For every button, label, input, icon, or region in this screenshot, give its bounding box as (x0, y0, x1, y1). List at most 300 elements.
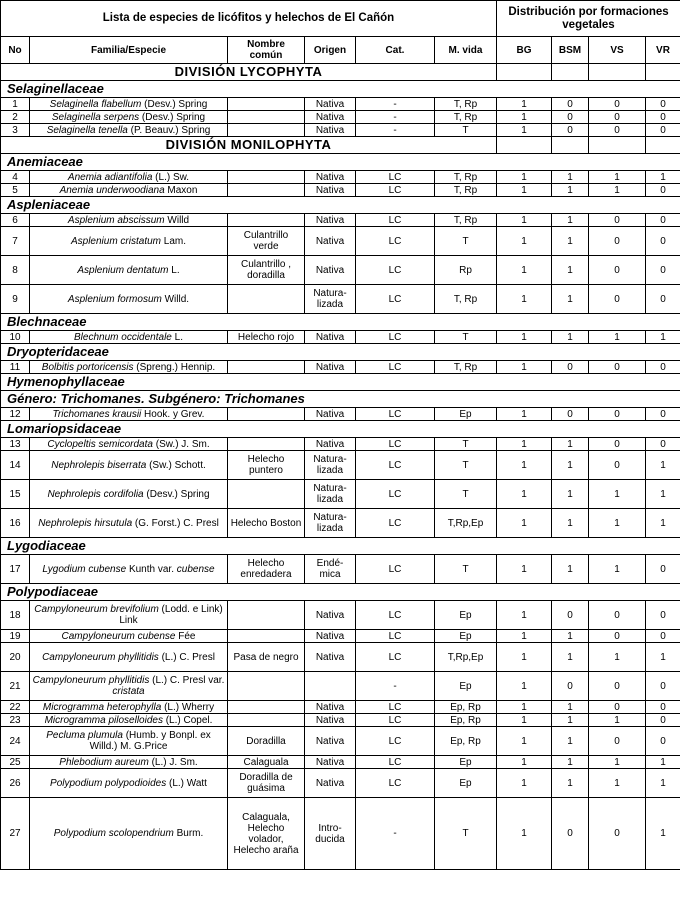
common-name (228, 98, 305, 111)
species-binomial: Trichomanes krausii (52, 408, 142, 420)
row-number: 21 (1, 672, 30, 701)
species-name (30, 214, 228, 227)
origin: Nativa (305, 361, 356, 374)
species-row (1, 285, 680, 314)
origin: Nativa (305, 111, 356, 124)
common-name (228, 361, 305, 374)
family-name: Selaginellaceae (1, 81, 680, 98)
category: LC (356, 756, 435, 769)
species-binomial: Lygodium cubense (42, 563, 127, 575)
table-body (1, 64, 680, 870)
common-name: Helecho Boston (228, 509, 305, 538)
species-row (1, 509, 680, 538)
vr-value: 0 (646, 256, 680, 285)
species-row (1, 672, 680, 701)
vs-value: 0 (589, 408, 646, 421)
species-binomial: Polypodium scolopendrium (53, 828, 174, 839)
bg-value: 1 (497, 98, 552, 111)
category: LC (356, 769, 435, 798)
origin: Nativa (305, 124, 356, 137)
bsm-value: 1 (552, 555, 589, 584)
row-number: 2 (1, 111, 30, 124)
vs-value: 0 (589, 124, 646, 137)
species-name (30, 769, 228, 798)
species-binomial: Blechnum occidentale (74, 331, 172, 343)
species-name (30, 672, 228, 701)
bsm-value: 1 (552, 214, 589, 227)
bg-value: 1 (497, 701, 552, 714)
family-row (1, 538, 680, 555)
row-number: 24 (1, 727, 30, 756)
vs-value: 0 (589, 361, 646, 374)
bg-value: 1 (497, 256, 552, 285)
species-author: (Desv.) Spring (141, 98, 208, 110)
species-name (30, 480, 228, 509)
species-name (30, 256, 228, 285)
family-name: Dryopteridaceae (1, 344, 680, 361)
species-binomial: Asplenium abscissum (67, 214, 165, 226)
bsm-value: 1 (552, 643, 589, 672)
bsm-value: 1 (552, 256, 589, 285)
row-number: 20 (1, 643, 30, 672)
bg-value: 1 (497, 438, 552, 451)
life-form: T (435, 227, 497, 256)
common-name (228, 111, 305, 124)
bg-value: 1 (497, 714, 552, 727)
bsm-value: 0 (552, 98, 589, 111)
bg-value: 1 (497, 408, 552, 421)
species-binomial: Campyloneurum brevifolium (34, 604, 159, 615)
row-number: 9 (1, 285, 30, 314)
life-form: T (435, 438, 497, 451)
origin: Intro-ducida (305, 798, 356, 870)
row-number: 26 (1, 769, 30, 798)
row-number: 27 (1, 798, 30, 870)
species-name (30, 798, 228, 870)
bsm-value: 0 (552, 111, 589, 124)
species-binomial: Campyloneurum phyllitidis (42, 651, 159, 663)
life-form: Ep (435, 756, 497, 769)
species-row (1, 555, 680, 584)
species-author: (L.) J. Sm. (148, 756, 198, 768)
vr-value: 0 (646, 672, 680, 701)
species-row (1, 361, 680, 374)
vs-value: 0 (589, 111, 646, 124)
category: LC (356, 701, 435, 714)
species-author: Burm. (173, 828, 204, 839)
category: LC (356, 480, 435, 509)
bsm-value: 1 (552, 451, 589, 480)
vs-value: 0 (589, 672, 646, 701)
row-number: 8 (1, 256, 30, 285)
species-name (30, 601, 228, 630)
vr-value: 0 (646, 438, 680, 451)
category: - (356, 798, 435, 870)
life-form: T, Rp (435, 285, 497, 314)
species-binomial: Microgramma heterophylla (42, 701, 162, 713)
species-binomial: Anemia underwoodiana (59, 184, 165, 196)
origin: Natura-lizada (305, 451, 356, 480)
bg-value: 1 (497, 451, 552, 480)
bg-value: 1 (497, 769, 552, 798)
vs-value: 1 (589, 331, 646, 344)
bg-value: 1 (497, 798, 552, 870)
vr-value: 1 (646, 480, 680, 509)
category: LC (356, 643, 435, 672)
species-name (30, 227, 228, 256)
species-author: L. (171, 331, 183, 343)
species-author: (L.) Sw. (152, 171, 190, 183)
species-row (1, 171, 680, 184)
life-form: Ep (435, 601, 497, 630)
species-name (30, 727, 228, 756)
species-binomial: Pecluma plumula (46, 730, 123, 741)
vr-value: 1 (646, 451, 680, 480)
life-form: T, Rp (435, 214, 497, 227)
vs-value: 1 (589, 480, 646, 509)
common-name: Doradilla de guásima (228, 769, 305, 798)
vr-value: 0 (646, 361, 680, 374)
species-row (1, 756, 680, 769)
species-name (30, 98, 228, 111)
species-row (1, 701, 680, 714)
col-life-form-header: M. vida (435, 37, 497, 64)
row-number: 13 (1, 438, 30, 451)
species-name (30, 171, 228, 184)
row-number: 7 (1, 227, 30, 256)
species-name (30, 111, 228, 124)
common-name (228, 672, 305, 701)
common-name: Helecho puntero (228, 451, 305, 480)
vr-value: 1 (646, 798, 680, 870)
vs-value: 0 (589, 285, 646, 314)
common-name (228, 124, 305, 137)
species-binomial: Asplenium formosum (67, 293, 162, 305)
distribution-header: Distribución por formaciones vegetales (497, 1, 680, 37)
vs-value: 0 (589, 701, 646, 714)
species-binomial: Selaginella tenella (46, 124, 128, 136)
row-number: 12 (1, 408, 30, 421)
vs-value: 0 (589, 601, 646, 630)
vs-value: 1 (589, 184, 646, 197)
category: LC (356, 171, 435, 184)
origin: Nativa (305, 214, 356, 227)
species-row (1, 714, 680, 727)
row-number: 16 (1, 509, 30, 538)
species-name (30, 555, 228, 584)
species-author: (L.) Copel. (162, 714, 213, 726)
common-name (228, 438, 305, 451)
family-name: Género: Trichomanes. Subgénero: Trichomanes (1, 391, 680, 408)
bsm-value: 1 (552, 509, 589, 538)
origin: Nativa (305, 98, 356, 111)
category: LC (356, 361, 435, 374)
bsm-value: 1 (552, 227, 589, 256)
origin: Nativa (305, 171, 356, 184)
family-row (1, 344, 680, 361)
col-no-header: No (1, 37, 30, 64)
vr-value: 0 (646, 184, 680, 197)
bg-value: 1 (497, 555, 552, 584)
vs-value: 1 (589, 756, 646, 769)
species-author: (L.) Watt (166, 777, 207, 789)
species-binomial: Selaginella flabellum (49, 98, 142, 110)
category: LC (356, 727, 435, 756)
bg-value: 1 (497, 601, 552, 630)
vr-value: 0 (646, 555, 680, 584)
origin: Nativa (305, 331, 356, 344)
vr-value: 0 (646, 630, 680, 643)
species-variety: cristata (112, 686, 145, 697)
species-author: (P. Beauv.) Spring (127, 124, 211, 136)
vr-value: 1 (646, 509, 680, 538)
col-common-name-header: Nombre común (228, 37, 305, 64)
origin: Nativa (305, 714, 356, 727)
bg-value: 1 (497, 643, 552, 672)
category: LC (356, 555, 435, 584)
bsm-value: 1 (552, 756, 589, 769)
species-binomial: Selaginella serpens (51, 111, 140, 123)
bg-value: 1 (497, 285, 552, 314)
origin: Nativa (305, 184, 356, 197)
origin: Nativa (305, 727, 356, 756)
family-row (1, 421, 680, 438)
family-name: Aspleniaceae (1, 197, 680, 214)
species-author: (L.) C. Presl (158, 651, 215, 663)
species-binomial: Anemia adiantifolia (67, 171, 153, 183)
species-row (1, 331, 680, 344)
species-name (30, 701, 228, 714)
row-number: 6 (1, 214, 30, 227)
bsm-value: 0 (552, 672, 589, 701)
common-name: Calaguala (228, 756, 305, 769)
species-author: (Desv.) Spring (143, 488, 210, 500)
life-form: Ep (435, 630, 497, 643)
life-form: Ep, Rp (435, 727, 497, 756)
species-author: L. (168, 264, 180, 276)
vs-value: 0 (589, 214, 646, 227)
common-name (228, 480, 305, 509)
bsm-value: 1 (552, 285, 589, 314)
species-author: Willd. (161, 293, 190, 305)
bsm-value: 0 (552, 798, 589, 870)
category: - (356, 672, 435, 701)
col-species-header: Familia/Especie (30, 37, 228, 64)
life-form: T, Rp (435, 98, 497, 111)
vr-value: 1 (646, 171, 680, 184)
row-number: 15 (1, 480, 30, 509)
life-form: T, Rp (435, 361, 497, 374)
bsm-value: 1 (552, 701, 589, 714)
life-form: T, Rp (435, 171, 497, 184)
vr-value: 0 (646, 727, 680, 756)
species-author: (Spreng.) Hennip. (133, 361, 216, 373)
division-title: DIVISIÓN LYCOPHYTA (1, 64, 497, 81)
species-row (1, 480, 680, 509)
category: LC (356, 331, 435, 344)
family-row (1, 81, 680, 98)
species-binomial: Asplenium dentatum (77, 264, 169, 276)
species-name (30, 408, 228, 421)
vs-value: 1 (589, 555, 646, 584)
bg-value: 1 (497, 727, 552, 756)
origin: Nativa (305, 643, 356, 672)
category: LC (356, 601, 435, 630)
bsm-value: 1 (552, 769, 589, 798)
species-binomial: Campyloneurum phyllitidis (32, 675, 150, 686)
bg-value: 1 (497, 111, 552, 124)
species-author: Fée (175, 630, 196, 642)
vs-value: 0 (589, 451, 646, 480)
family-name: Lomariopsidaceae (1, 421, 680, 438)
species-name (30, 643, 228, 672)
species-row (1, 98, 680, 111)
species-author: (G. Forst.) C. Presl (132, 517, 219, 529)
species-name (30, 509, 228, 538)
life-form: Ep (435, 672, 497, 701)
species-author: (Sw.) Schott. (146, 459, 206, 471)
origin: Nativa (305, 256, 356, 285)
life-form: T (435, 331, 497, 344)
row-number: 5 (1, 184, 30, 197)
origin: Natura-lizada (305, 285, 356, 314)
common-name (228, 214, 305, 227)
table-title: Lista de especies de licófitos y helechos de El Cañón (1, 1, 497, 37)
row-number: 25 (1, 756, 30, 769)
vs-value: 0 (589, 630, 646, 643)
bsm-value: 1 (552, 331, 589, 344)
bg-value: 1 (497, 124, 552, 137)
species-name (30, 361, 228, 374)
life-form: T,Rp,Ep (435, 509, 497, 538)
species-row (1, 184, 680, 197)
category: - (356, 111, 435, 124)
category: LC (356, 438, 435, 451)
life-form: Ep, Rp (435, 714, 497, 727)
species-author: (L.) C. Presl var. (149, 675, 225, 686)
bg-value: 1 (497, 214, 552, 227)
species-author: Lam. (161, 235, 187, 247)
vr-value: 0 (646, 124, 680, 137)
species-author: (Lodd. e Link) Link (119, 604, 223, 626)
vr-value: 0 (646, 214, 680, 227)
bsm-value: 0 (552, 361, 589, 374)
vs-value: 0 (589, 798, 646, 870)
origin: Natura-lizada (305, 480, 356, 509)
common-name (228, 701, 305, 714)
category: LC (356, 256, 435, 285)
species-variety: cubense (176, 563, 215, 575)
species-binomial: Microgramma piloselloides (44, 714, 163, 726)
life-form: T, Rp (435, 184, 497, 197)
vs-value: 0 (589, 227, 646, 256)
family-row (1, 374, 680, 391)
origin: Nativa (305, 227, 356, 256)
common-name (228, 630, 305, 643)
species-binomial: Nephrolepis biserrata (51, 459, 147, 471)
species-row (1, 727, 680, 756)
col-origin-header: Origen (305, 37, 356, 64)
category: - (356, 98, 435, 111)
common-name (228, 714, 305, 727)
origin: Nativa (305, 701, 356, 714)
family-row (1, 197, 680, 214)
row-number: 14 (1, 451, 30, 480)
family-name: Hymenophyllaceae (1, 374, 680, 391)
division-row (1, 137, 680, 154)
life-form: Ep (435, 408, 497, 421)
bsm-value: 1 (552, 171, 589, 184)
bsm-value: 1 (552, 480, 589, 509)
col-vs-header: VS (589, 37, 646, 64)
vs-value: 0 (589, 727, 646, 756)
common-name: Helecho rojo (228, 331, 305, 344)
common-name (228, 408, 305, 421)
vr-value: 0 (646, 111, 680, 124)
species-author: (Sw.) J. Sm. (152, 438, 210, 450)
species-binomial: Cyclopeltis semicordata (47, 438, 153, 450)
vr-value: 1 (646, 769, 680, 798)
species-name (30, 714, 228, 727)
life-form: T (435, 124, 497, 137)
vr-value: 0 (646, 601, 680, 630)
species-row (1, 227, 680, 256)
bg-value: 1 (497, 227, 552, 256)
species-row (1, 408, 680, 421)
category: - (356, 124, 435, 137)
family-name: Polypodiaceae (1, 584, 680, 601)
species-row (1, 451, 680, 480)
bsm-value: 1 (552, 184, 589, 197)
origin: Nativa (305, 756, 356, 769)
life-form: T (435, 555, 497, 584)
bg-value: 1 (497, 361, 552, 374)
species-row (1, 256, 680, 285)
common-name: Pasa de negro (228, 643, 305, 672)
bg-value: 1 (497, 331, 552, 344)
bsm-value: 1 (552, 438, 589, 451)
row-number: 17 (1, 555, 30, 584)
family-row (1, 584, 680, 601)
bg-value: 1 (497, 171, 552, 184)
species-name (30, 630, 228, 643)
common-name (228, 184, 305, 197)
common-name: Doradilla (228, 727, 305, 756)
vs-value: 0 (589, 256, 646, 285)
species-name (30, 124, 228, 137)
life-form: Ep (435, 769, 497, 798)
species-author: (Humb. y Bonpl. ex Willd.) M. G.Price (89, 730, 211, 752)
vs-value: 0 (589, 98, 646, 111)
bg-value: 1 (497, 509, 552, 538)
family-row (1, 154, 680, 171)
life-form: T (435, 451, 497, 480)
col-bg-header: BG (497, 37, 552, 64)
row-number: 3 (1, 124, 30, 137)
division-row (1, 64, 680, 81)
species-name (30, 331, 228, 344)
category: LC (356, 408, 435, 421)
species-name (30, 285, 228, 314)
species-name (30, 756, 228, 769)
row-number: 4 (1, 171, 30, 184)
common-name (228, 601, 305, 630)
category: LC (356, 630, 435, 643)
vr-value: 0 (646, 714, 680, 727)
species-row (1, 214, 680, 227)
row-number: 11 (1, 361, 30, 374)
vr-value: 0 (646, 285, 680, 314)
